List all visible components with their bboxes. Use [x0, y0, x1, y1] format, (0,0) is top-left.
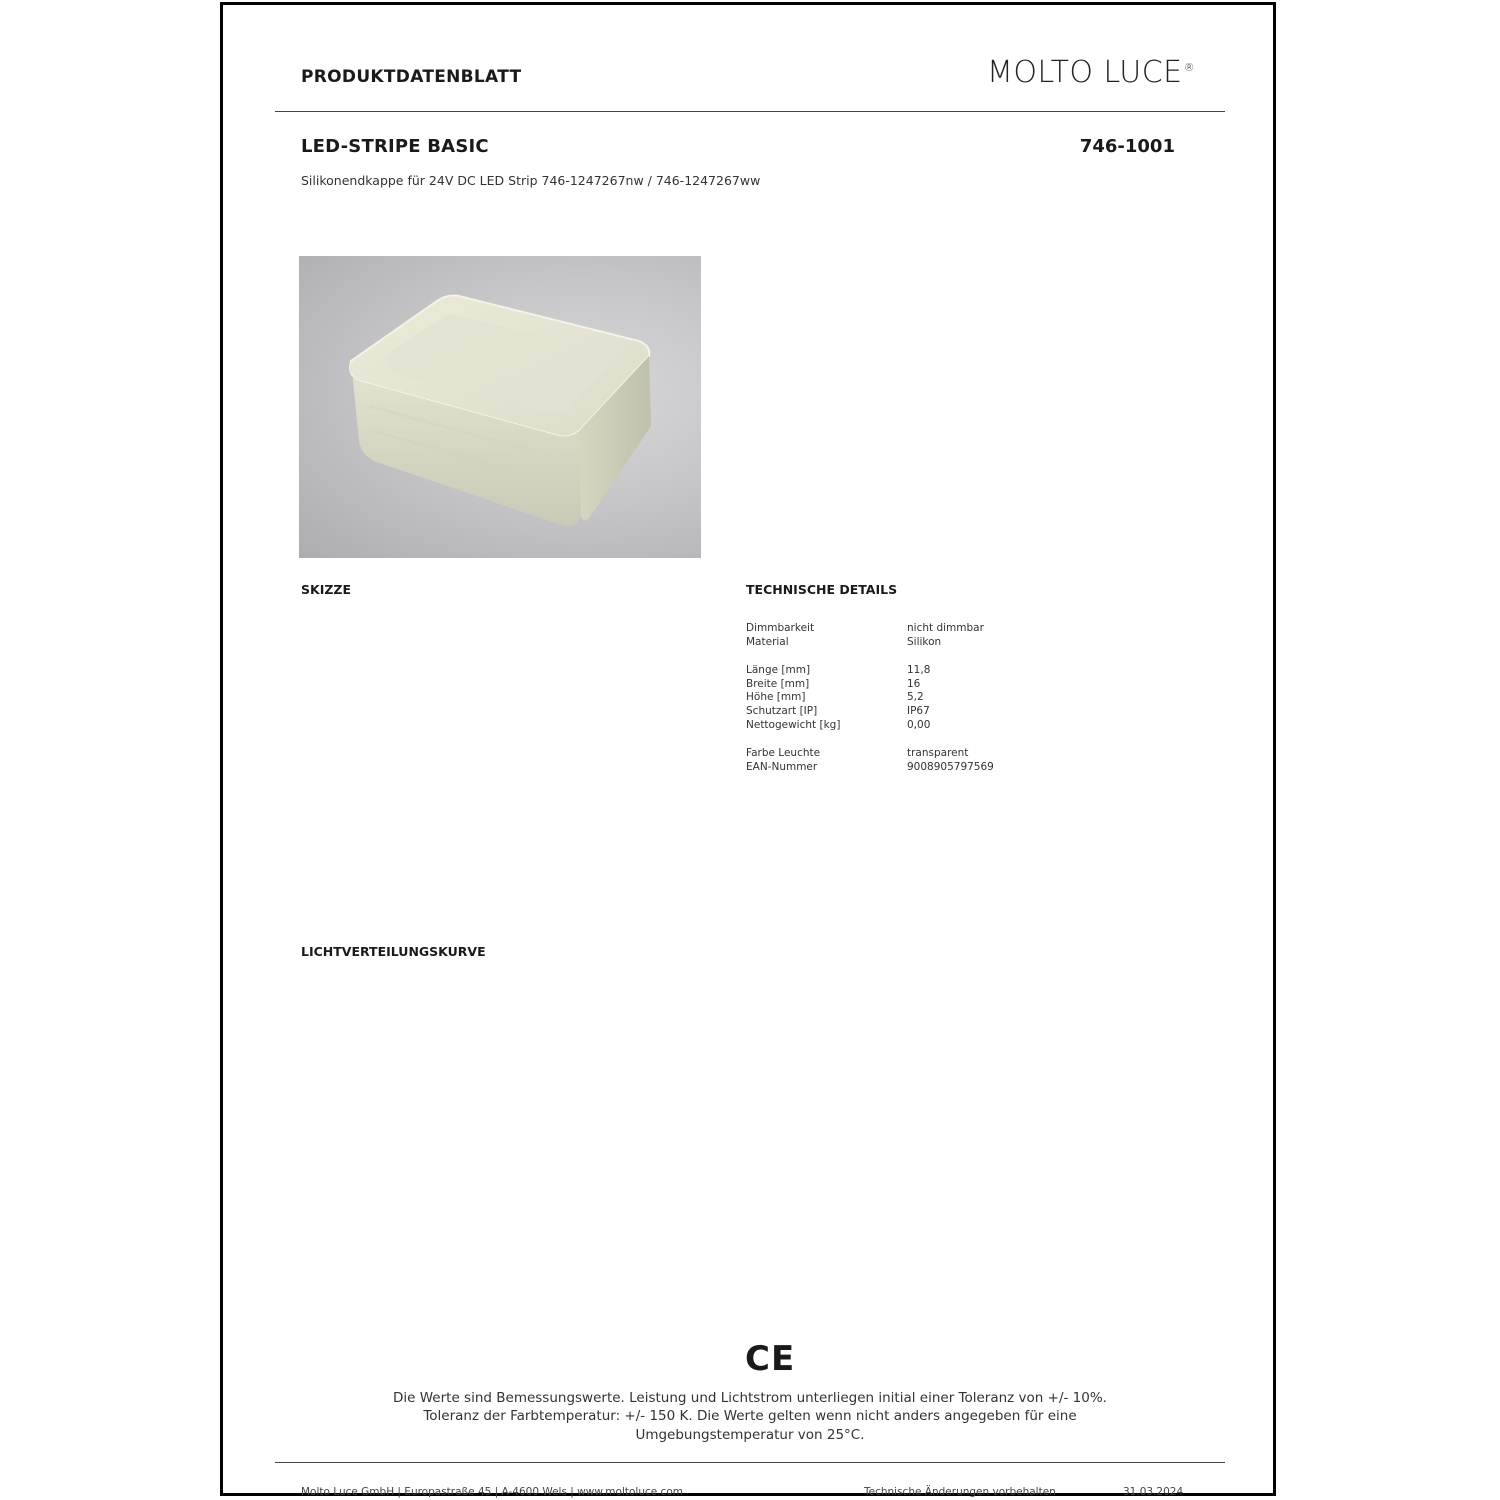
registered-mark: ® [1183, 61, 1196, 74]
spec-label: Höhe [mm] [746, 691, 806, 704]
spec-label: Dimmbarkeit [746, 622, 815, 634]
spec-value: IP67 [907, 705, 930, 718]
product-number: 746-1001 [1079, 136, 1175, 157]
footer-divider [275, 1462, 1225, 1463]
disclaimer-line: Umgebungstemperatur von 25°C. [635, 1426, 865, 1443]
spec-label: Schutzart [IP] [746, 705, 818, 718]
brand-name: MOLTO LUCE [987, 55, 1183, 90]
spec-label: Länge [mm] [746, 663, 811, 676]
technical-details-table [746, 622, 994, 775]
spec-row [746, 705, 994, 719]
disclaimer-text [275, 1389, 1225, 1444]
product-photo [299, 256, 701, 558]
header-divider [275, 111, 1225, 112]
spec-value: Silikon [907, 635, 942, 648]
product-description: Silikonendkappe für 24V DC LED Strip 746-1247267nw / 746-1247267ww [301, 173, 761, 188]
spec-label: Breite [mm] [746, 677, 810, 690]
spec-value: transparent [907, 747, 969, 760]
datasheet-page [220, 2, 1276, 1496]
footer-company: Molto Luce GmbH | Europastraße 45 | A-4600 Wels | www.moltoluce.com [301, 1486, 683, 1498]
spec-value: 9008905797569 [907, 760, 994, 773]
brand-logo [987, 55, 1195, 90]
spec-row [746, 636, 994, 650]
spec-row [746, 747, 994, 761]
spec-row [746, 622, 994, 636]
footer-date: 31.03.2024 [1123, 1486, 1184, 1498]
spec-row [746, 761, 994, 775]
section-sketch-title: SKIZZE [301, 582, 352, 597]
spec-value: 16 [907, 677, 921, 690]
spec-value: 0,00 [907, 719, 931, 732]
disclaimer-line: Die Werte sind Bemessungswerte. Leistung und Lichtstrom unterliegen initial einer Toleranz von +/- 10%. [393, 1390, 1107, 1406]
section-technical-title: TECHNISCHE DETAILS [746, 582, 898, 597]
product-name: LED-STRIPE BASIC [301, 136, 489, 157]
spec-row [746, 719, 994, 733]
footer-notice: Technische Änderungen vorbehalten [864, 1486, 1056, 1498]
spec-value: 11,8 [907, 663, 931, 676]
section-light-curve-title: LICHTVERTEILUNGSKURVE [301, 944, 486, 959]
document-title: PRODUKTDATENBLATT [301, 67, 522, 87]
spec-label: Nettogewicht [kg] [746, 719, 841, 732]
spec-label: Material [746, 635, 789, 648]
spec-row [746, 664, 994, 678]
ce-mark: CE [745, 1339, 796, 1379]
spec-row [746, 691, 994, 705]
spec-value: nicht dimmbar [907, 622, 984, 634]
silicone-end-cap-image [299, 256, 701, 558]
disclaimer-line: Toleranz der Farbtemperatur: +/- 150 K. Die Werte gelten wenn nicht anders angegeben für eine [423, 1408, 1077, 1425]
spec-label: Farbe Leuchte [746, 747, 821, 760]
spec-value: 5,2 [907, 691, 924, 704]
spec-row [746, 678, 994, 692]
spec-label: EAN-Nummer [746, 760, 818, 773]
